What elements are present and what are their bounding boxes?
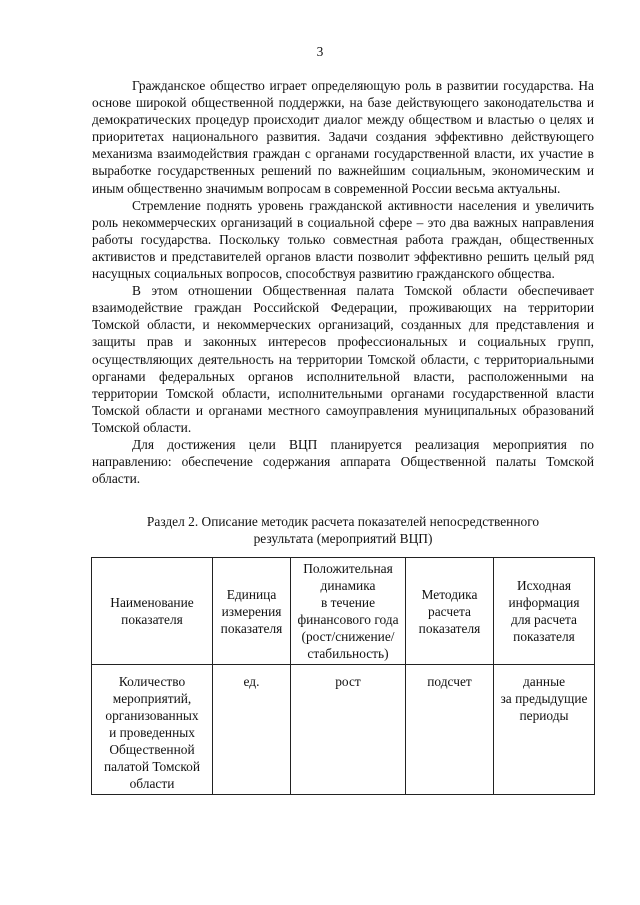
header-indicator-name: Наименование показателя xyxy=(92,558,213,665)
header-method: Методика расчета показателя xyxy=(406,558,494,665)
paragraph: В этом отношении Общественная палата Томской области обеспечивает взаимодействие граждан Российской Федерации, проживающих на территории Томской области, и некоммерческих организаций, созданных для представления и защиты прав и законных интересов профессиональных и социальных групп, осуществляющих деятельность на территории Томской области, с территориальными органами федеральных органов исполнительной власти, расположенными на территории Томской области, исполнительными органами государственной власти Томской области и органами местного самоуправления муниципальных образований Томской области. xyxy=(92,283,594,435)
paragraph: Для достижения цели ВЦП планируется реализация мероприятия по направлению: обеспечение содержания аппарата Общественной палаты Томской области. xyxy=(92,436,594,487)
table-header-row xyxy=(92,558,595,665)
section-title-line-1: Раздел 2. Описание методик расчета показателей непосредственного xyxy=(146,514,540,529)
table-row xyxy=(92,665,595,795)
paragraph: Стремление поднять уровень гражданской активности населения и увеличить роль некоммерческих организаций в социальной сфере – это два важных направления работы государства. Поскольку только совместная работа граждан, общественных активистов и представителей органов власти позволит эффективно решить целый ряд насущных социальных вопросов, способствуя развитию гражданского общества. xyxy=(92,197,594,282)
header-unit: Единица измерения показателя xyxy=(213,558,291,665)
body-text xyxy=(92,77,594,487)
page-number: 3 xyxy=(316,44,324,59)
cell-unit: ед. xyxy=(213,665,291,795)
metrics-table xyxy=(91,557,595,795)
cell-source-info: данные за предыдущие периоды xyxy=(494,665,595,795)
paragraph: Гражданское общество играет определяющую роль в развитии государства. На основе широкой общественной поддержки, на базе действующего законодательства и демократических процедур происходит диалог между обществом и властью о целях и приоритетах национального развития. Задачи создания эффективно действующего механизма взаимодействия граждан с органами государственной власти, их участие в выработке государственных решений по важнейшим социальным, экономическим и иным общественно значимым вопросам в современной России весьма актуальны. xyxy=(92,78,594,196)
header-source-info: Исходная информация для расчета показателя xyxy=(494,558,595,665)
header-dynamics: Положительная динамика в течение финансового года (рост/снижение/ стабильность) xyxy=(291,558,406,665)
section-title-line-2: результата (мероприятий ВЦП) xyxy=(253,531,433,546)
section-title xyxy=(92,513,594,547)
cell-method: подсчет xyxy=(406,665,494,795)
cell-indicator-name: Количество мероприятий, организованных и проведенных Общественной палатой Томской области xyxy=(92,665,213,795)
cell-dynamics: рост xyxy=(291,665,406,795)
